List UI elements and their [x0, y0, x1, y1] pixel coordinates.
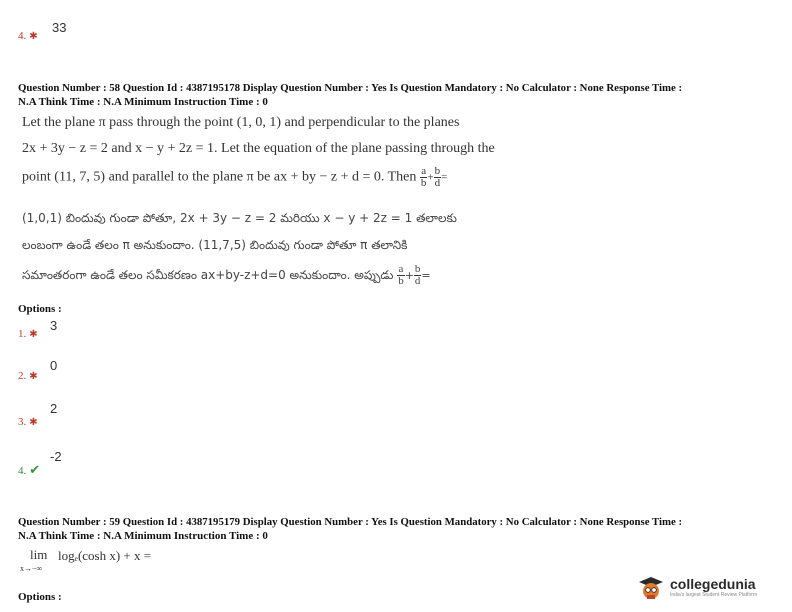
fraction-b-over-d: $\frac{b}{d}$ — [434, 165, 441, 189]
q58-option-3-value: 2 — [50, 401, 58, 416]
q58-option-2-value: 0 — [50, 358, 58, 373]
q58-meta-line2: N.A Think Time : N.A Minimum Instruction Time : 0 — [18, 96, 268, 108]
wrong-mark-icon: ✱ — [29, 329, 38, 340]
q58-english-line2: 2x + 3y − z = 2 and x − y + 2z = 1. Let the equation of the plane passing through the — [22, 141, 495, 156]
q58-option-1-number: 1. ✱ — [18, 328, 38, 340]
q58-option-4-value: -2 — [50, 449, 62, 464]
q58-english-line3: point (11, 7, 5) and parallel to the plane π be ax + by − z + d = 0. Then $\frac{a}{b}$ + $\frac{b}{d}$ = — [22, 165, 448, 189]
q58-telugu-line2: లంబంగా ఉండే తలం π అనుకుందాం. (11,7,5) బిందువు గుండా పోతూ π తలానికి — [22, 238, 408, 252]
q59-meta-line1: Question Number : 59 Question Id : 4387195179 Display Question Number : Yes Is Question Mandatory : No Calculator : None Response Time : — [18, 516, 683, 528]
q58-option-4-number: 4. ✔ — [18, 462, 41, 477]
graduate-mascot-icon — [636, 574, 666, 604]
q58-option-2-number: 2. ✱ — [18, 370, 38, 382]
prev-option-4-value: 33 — [52, 20, 67, 35]
q58-options-label: Options : — [18, 303, 62, 315]
telugu-fraction-b-over-d: $\frac{b}{d}$ — [414, 263, 421, 287]
q59-limit: lim — [30, 547, 48, 562]
q59-options-label: Options : — [18, 591, 62, 603]
collegedunia-logo — [636, 574, 786, 604]
q59-limit-subscript: x→−∞ — [20, 564, 43, 573]
wrong-mark-icon: ✱ — [29, 417, 38, 428]
q58-telugu-line1: (1,0,1) బిందువు గుండా పోతూ, 2x + 3y − z = 2 మరియు x − y + 2z = 1 తలాలకు — [22, 211, 457, 225]
q59-meta-line2: N.A Think Time : N.A Minimum Instruction Time : 0 — [18, 530, 268, 542]
q58-meta-line1: Question Number : 58 Question Id : 4387195178 Display Question Number : Yes Is Question Mandatory : No Calculator : None Response Time : — [18, 82, 683, 94]
q58-telugu-line3: సమాంతరంగా ఉండే తలం సమీకరణం ax+by-z+d=0 అనుకుందాం. అప్పుడు $\frac{a}{b}$ + $\frac{b}{d}$ = — [22, 263, 431, 287]
logo-tagline: India's largest Student Review Platform — [670, 592, 758, 598]
q58-option-1-value: 3 — [50, 318, 58, 333]
q58-english-line1: Let the plane π pass through the point (1, 0, 1) and perpendicular to the planes — [22, 115, 460, 130]
prev-option-4-number: 4. ✱ — [18, 30, 38, 42]
fraction-a-over-b: $\frac{a}{b}$ — [420, 165, 427, 189]
wrong-mark-icon: ✱ — [29, 31, 38, 42]
telugu-fraction-a-over-b: $\frac{a}{b}$ — [398, 263, 404, 287]
q58-option-3-number: 3. ✱ — [18, 416, 38, 428]
correct-check-icon: ✔ — [29, 462, 41, 477]
logo-wordmark: collegedunia — [670, 576, 756, 592]
wrong-mark-icon: ✱ — [29, 371, 38, 382]
q59-expression: logₑ(cosh x) + x = — [58, 548, 152, 563]
